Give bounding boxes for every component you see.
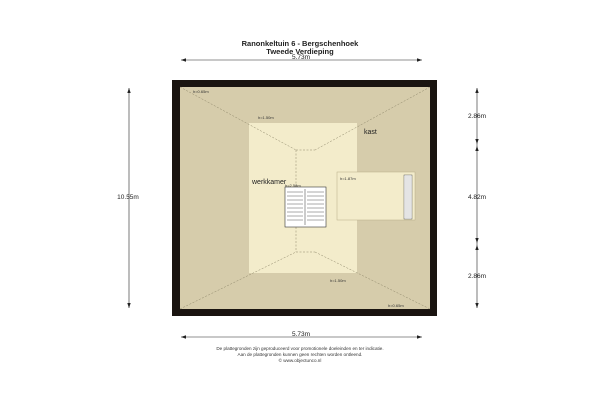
disclaimer-line-2: Aan de plattegronden kunnen geen rechten worden ontleend.	[237, 352, 363, 357]
height-label-upper: h=1.50m	[258, 115, 274, 120]
dimension-top-label: 5.73m	[291, 54, 311, 61]
height-label-dormer: h=1.87m	[340, 176, 356, 181]
floor-title: Tweede Verdieping	[266, 47, 334, 56]
dimension-right-bottom-label: 2.86m	[467, 273, 487, 280]
dimension-right-top-label: 2.86m	[467, 113, 487, 120]
dimension-bottom-label: 5.73m	[291, 331, 311, 338]
address-title: Ranonkeltuin 6 - Bergschenhoek	[241, 39, 359, 48]
disclaimer-line-3: © www.objectunco.nl	[278, 358, 322, 363]
staircase	[285, 187, 326, 227]
disclaimer-line-1: De plattegronden zijn geproduceerd voor promotionele doeleinden en ter indicatie.	[216, 346, 384, 351]
room-label-kast: kast	[364, 129, 377, 136]
room-label-werkkamer: werkkamer	[252, 179, 287, 186]
height-label-lower: h=1.50m	[330, 278, 346, 283]
height-label-top-left: h=0.65m	[193, 89, 209, 94]
height-label-werkkamer: h=2.58m	[285, 183, 301, 188]
height-label-bottom-right: h=0.65m	[388, 303, 404, 308]
dimension-right-middle-label: 4.82m	[467, 194, 487, 201]
dimension-left-label: 10.55m	[117, 194, 139, 201]
